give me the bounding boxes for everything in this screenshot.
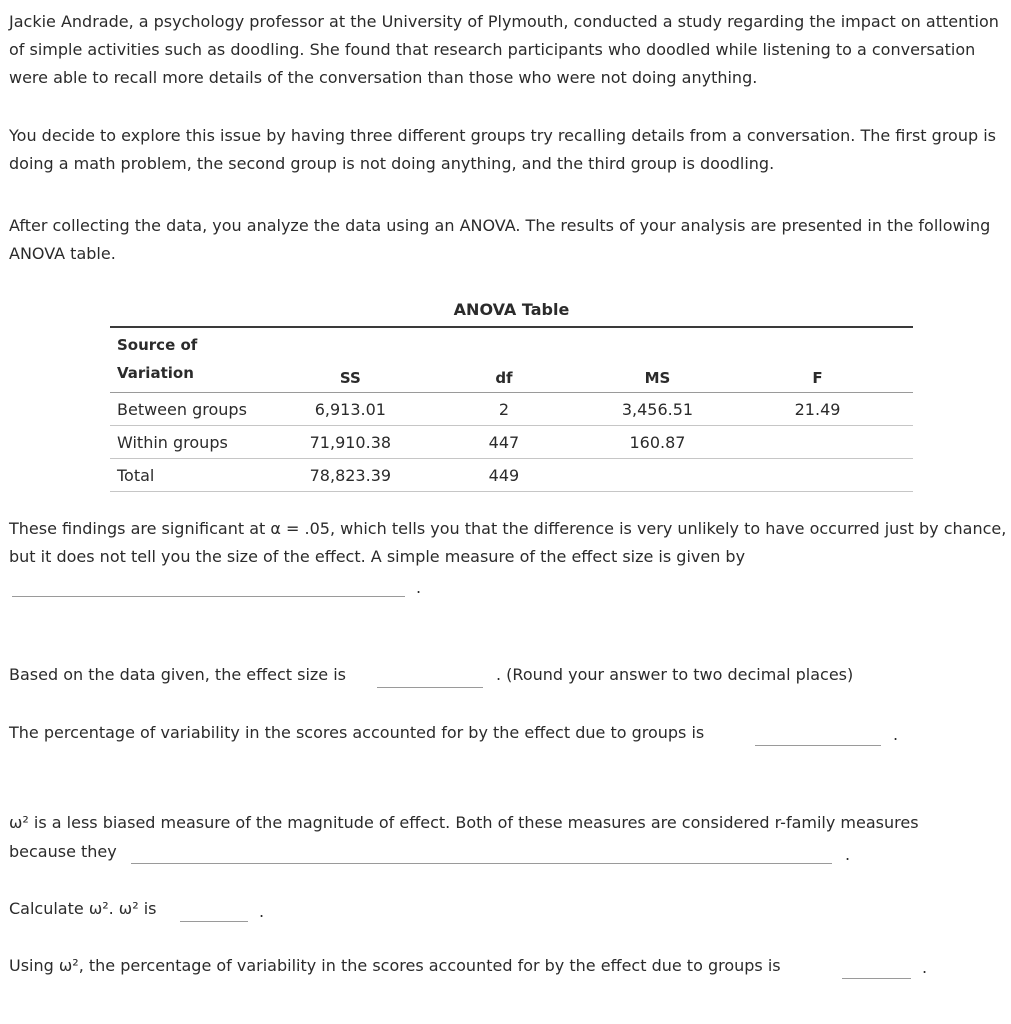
anova-header-row [110,327,913,393]
header-df: df [495,369,513,387]
omega-paragraph-line1: ω² is a less biased measure of the magnitude of effect. Both of these measures are considered r-family measures [9,813,919,832]
row-f [722,426,913,459]
anova-table-title: ANOVA Table [453,300,570,319]
row-ss: 71,910.38 [309,432,392,452]
table-row [110,459,913,492]
row-source: Total [117,465,155,485]
header-f: F [812,369,823,387]
significance-paragraph: These findings are significant at α = .05, which tells you that the difference is very unlikely to have occurred just by chance, but it does not tell you the size of the effect. A simple measure of the effect size is given by [9,519,1007,566]
effect-size-input[interactable] [377,669,483,688]
intro-paragraph-2: You decide to explore this issue by having three different groups try recalling details from a conversation. The first group is doing a math problem, the second group is not doing anything, and the third group is doodling. [9,126,996,173]
percentage-input[interactable] [755,727,881,746]
anova-table [110,326,913,492]
effect-size-measure-dropdown[interactable] [12,578,405,597]
period-1: . [416,578,422,597]
period-3: . [845,845,851,864]
intro-paragraph-1: Jackie Andrade, a psychology professor at the University of Plymouth, conducted a study regarding the impact on attention of simple activities such as doodling. She found that research participants who doodled while listening to a conversation were able to recall more details of the conversation than those who were not doing anything. [9,12,999,87]
effect-size-prefix: Based on the data given, the effect size is [9,665,347,684]
row-ss: 6,913.01 [314,399,386,419]
header-source [110,327,286,393]
row-source: Within groups [117,432,228,452]
row-f: 21.49 [794,399,841,419]
intro-paragraph-3: After collecting the data, you analyze the data using an ANOVA. The results of your analysis are presented in the following ANOVA table. [9,216,991,263]
row-source: Between groups [117,399,247,419]
header-source-line1: Source of [117,336,198,354]
calc-omega-question: Calculate ω². ω² is [9,899,157,918]
row-ss: 78,823.39 [309,465,392,485]
omega-percentage-input[interactable] [842,960,911,979]
omega-squared-input[interactable] [180,903,248,922]
period-4: . [259,902,265,921]
row-df: 447 [488,432,520,452]
using-omega-question: Using ω², the percentage of variability in the scores accounted for by the effect due to groups is [9,956,781,975]
period-5: . [922,958,928,977]
header-ms: MS [644,369,671,387]
header-source-line2: Variation [117,364,194,382]
row-df: 2 [498,399,510,419]
row-f [722,459,913,492]
period-2: . [893,725,899,744]
row-ms [593,459,722,492]
row-ms: 160.87 [629,432,686,452]
percentage-question: The percentage of variability in the scores accounted for by the effect due to groups is [9,723,705,742]
table-row [110,426,913,459]
row-df: 449 [488,465,520,485]
table-row [110,393,913,426]
r-family-reason-dropdown[interactable] [131,845,832,864]
row-ms: 3,456.51 [621,399,694,419]
effect-size-suffix: . (Round your answer to two decimal places) [496,665,854,684]
omega-paragraph-line2: because they [9,842,117,861]
header-ss: SS [339,369,361,387]
